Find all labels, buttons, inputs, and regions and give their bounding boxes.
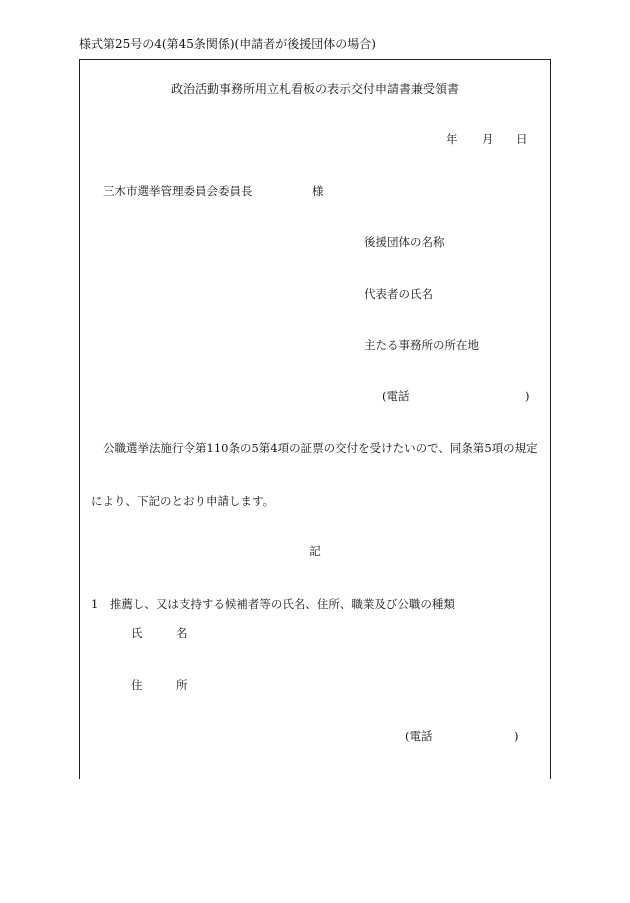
candidate-address-label-1: 住	[131, 678, 143, 692]
candidate-phone-close: )	[514, 729, 519, 743]
representative-name-label: 代表者の氏名	[364, 287, 433, 301]
addressee-honorific: 様	[312, 184, 324, 198]
body-text-line-2: により、下記のとおり申請します。	[91, 494, 275, 508]
ki-heading: 記	[309, 544, 321, 558]
body-text-line-1: 公職選挙法施行令第110条の5第4項の証票の交付を受けたいので、同条第5項の規定	[103, 441, 538, 455]
applicant-phone-label: (電話	[382, 389, 410, 403]
date-day-label: 日	[516, 132, 528, 146]
office-address-label: 主たる事務所の所在地	[364, 338, 479, 352]
date-month-label: 月	[482, 132, 494, 146]
candidate-name-label-1: 氏	[131, 626, 143, 640]
group-name-label: 後援団体の名称	[364, 235, 445, 249]
date-year-label: 年	[446, 132, 458, 146]
form-frame	[79, 59, 551, 779]
addressee-name: 三木市選挙管理委員会委員長	[103, 184, 253, 198]
document-title: 政治活動事務所用立札看板の表示交付申請書兼受領書	[170, 82, 459, 96]
candidate-address-label-2: 所	[176, 678, 188, 692]
item-1-heading: 1 推薦し、又は支持する候補者等の氏名、住所、職業及び公職の種類	[91, 597, 455, 611]
form-number-label: 様式第25号の4(第45条関係)(申請者が後援団体の場合)	[79, 37, 376, 51]
applicant-phone-close: )	[525, 389, 530, 403]
candidate-name-label-2: 名	[176, 626, 188, 640]
candidate-phone-label: (電話	[405, 729, 433, 743]
